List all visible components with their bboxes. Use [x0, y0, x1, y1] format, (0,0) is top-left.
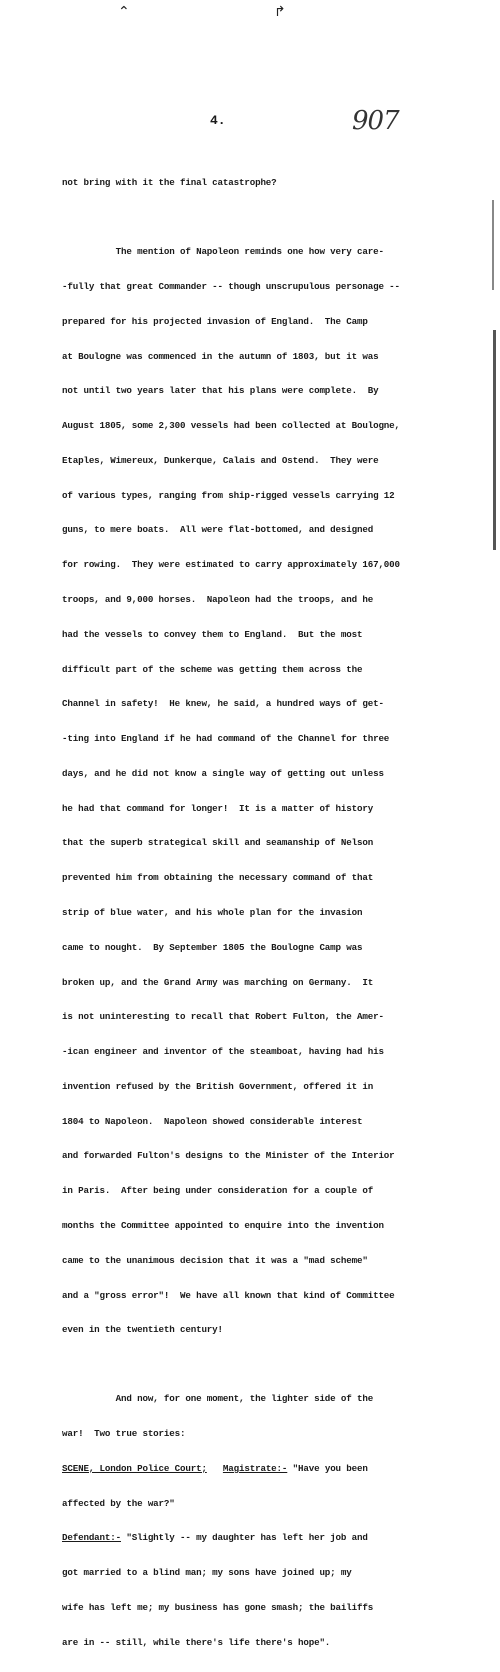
text-line: of various types, ranging from ship-rigged vessels carrying 12 — [62, 489, 395, 501]
text-line: Channel in safety! He knew, he said, a hundred ways of get- — [62, 698, 384, 710]
dialogue-scene-line — [62, 1463, 482, 1475]
text-line: guns, to mere boats. All were flat-bottomed, and designed — [62, 524, 374, 536]
text-line: came to the unanimous decision that it was a "mad scheme" — [62, 1254, 368, 1266]
text-line: strip of blue water, and his whole plan for the invasion — [62, 907, 363, 918]
magistrate-speech: "Have you been — [287, 1462, 368, 1474]
text-line: And now, for one moment, the lighter side of the — [62, 1393, 374, 1405]
text-line: August 1805, some 2,300 vessels had been collected at Boulogne, — [62, 420, 400, 432]
handwritten-folio-number: 907 — [352, 106, 399, 136]
text-line: not bring with it the final catastrophe? — [62, 177, 277, 189]
text-line: troops, and 9,000 horses. Napoleon had the troops, and he — [62, 593, 374, 605]
text-line: days, and he did not know a single way of getting out unless — [62, 767, 384, 779]
text-line: invention refused by the British Government, offered it in — [62, 1080, 374, 1092]
text-line: had the vessels to convey them to England. But the most — [62, 628, 363, 640]
text-line: and a "gross error"! We have all known that kind of Committee — [62, 1289, 395, 1301]
scan-mark-right: ↱ — [274, 4, 286, 20]
text-line: difficult part of the scheme was getting them across the — [62, 663, 363, 675]
text-line: came to nought. By September 1805 the Boulogne Camp was — [62, 941, 363, 953]
defendant-label: Defendant:- — [62, 1532, 121, 1544]
scene-label: SCENE, London Police Court; — [62, 1462, 207, 1474]
text-line: war! Two true stories: — [62, 1428, 186, 1440]
text-line: and forwarded Fulton's designs to the Minister of the Interior — [62, 1150, 395, 1162]
text-line: that the superb strategical skill and seamanship of Nelson — [62, 837, 374, 849]
text-line: for rowing. They were estimated to carry approximately 167,000 — [62, 559, 400, 571]
text-line: The mention of Napoleon reminds one how very care- — [62, 246, 384, 258]
text-line: not until two years later that his plans were complete. By — [62, 385, 379, 397]
text-line: in Paris. After being under consideration for a couple of — [62, 1185, 374, 1197]
text-line: -ting into England if he had command of the Channel for three — [62, 733, 390, 745]
text-line: Etaples, Wimereux, Dunkerque, Calais and Ostend. They were — [62, 454, 379, 466]
text-line: -fully that great Commander -- though unscrupulous personage -- — [62, 280, 400, 292]
text-line: are in -- still, while there's life there's hope". — [62, 1636, 331, 1648]
text-line: 1804 to Napoleon. Napoleon showed considerable interest — [62, 1115, 363, 1127]
text-line: months the Committee appointed to enquire into the invention — [62, 1220, 384, 1232]
text-line: he had that command for longer! It is a matter of history — [62, 802, 374, 814]
text-line — [62, 1359, 482, 1370]
text-line: prepared for his projected invasion of England. The Camp — [62, 315, 368, 327]
scan-mark-left: ⌃ — [118, 4, 130, 20]
text-line: wife has left me; my business has gone smash; the bailiffs — [62, 1602, 374, 1614]
scan-edge-shadow — [492, 200, 494, 290]
text-line: prevented him from obtaining the necessary command of that — [62, 872, 374, 884]
text-line: affected by the war?" — [62, 1497, 175, 1509]
text-line: broken up, and the Grand Army was marching on Germany. It — [62, 976, 374, 988]
magistrate-label: Magistrate:- — [222, 1462, 288, 1474]
text-line — [62, 212, 482, 223]
text-line: is not uninteresting to recall that Robert Fulton, the Amer- — [62, 1011, 384, 1023]
defendant-speech: "Slightly -- my daughter has left her job and — [121, 1532, 368, 1544]
text-line: got married to a blind man; my sons have joined up; my — [62, 1567, 352, 1579]
page-number: 4. — [210, 113, 226, 128]
text-line: even in the twentieth century! — [62, 1324, 223, 1336]
text-line: at Boulogne was commenced in the autumn of 1803, but it was — [62, 350, 379, 362]
dialogue-defendant-line — [62, 1532, 482, 1544]
letter-body — [62, 154, 482, 1672]
text-line: -ican engineer and inventor of the steamboat, having had his — [62, 1046, 384, 1058]
scan-edge-bar — [493, 330, 496, 550]
